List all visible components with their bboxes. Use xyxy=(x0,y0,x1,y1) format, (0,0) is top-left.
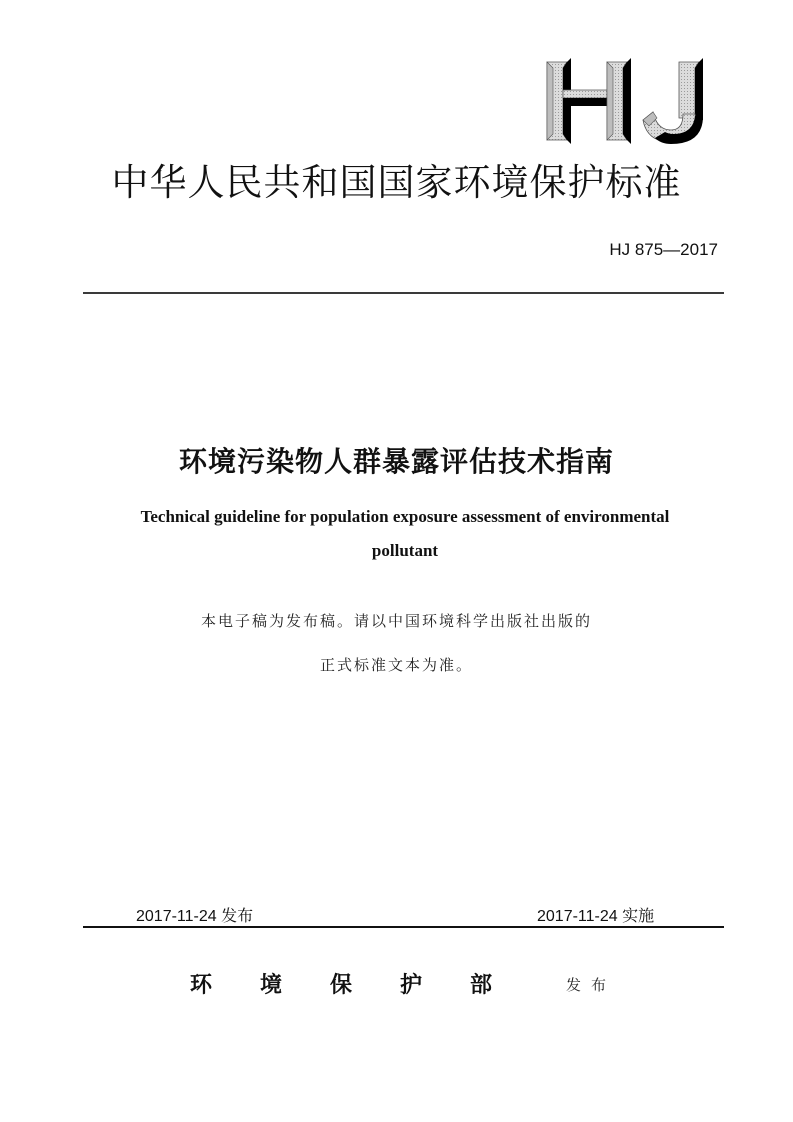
publisher-char: 护 xyxy=(400,973,423,998)
publish-label: 发布 xyxy=(566,976,617,994)
header-divider xyxy=(83,292,724,294)
implementation-date: 2017-11-24 实施 xyxy=(537,908,655,925)
publisher-char: 境 xyxy=(260,973,283,998)
publisher-char: 环 xyxy=(190,973,213,998)
hj-logo-icon xyxy=(543,58,708,144)
standard-number: HJ 875—2017 xyxy=(609,240,718,259)
english-title-line-2: pollutant xyxy=(371,541,439,560)
publisher-name xyxy=(190,968,540,999)
document-title-chinese: 环境污染物人群暴露评估技术指南 xyxy=(178,445,614,478)
issue-date: 2017-11-24 发布 xyxy=(136,908,254,925)
english-title-line-1: Technical guideline for population exposure assessment of environmental xyxy=(140,507,670,526)
footer-divider xyxy=(83,926,724,928)
document-title-english xyxy=(100,500,710,568)
publisher-char: 保 xyxy=(330,973,353,998)
publisher-char: 部 xyxy=(470,973,493,998)
notice-line-2: 正式标准文本为准。 xyxy=(319,656,473,674)
organization-title: 中华人民共和国国家环境保护标准 xyxy=(111,161,682,204)
hj-logo xyxy=(543,58,708,144)
notice-line-1: 本电子稿为发布稿。请以中国环境科学出版社出版的 xyxy=(200,612,592,630)
